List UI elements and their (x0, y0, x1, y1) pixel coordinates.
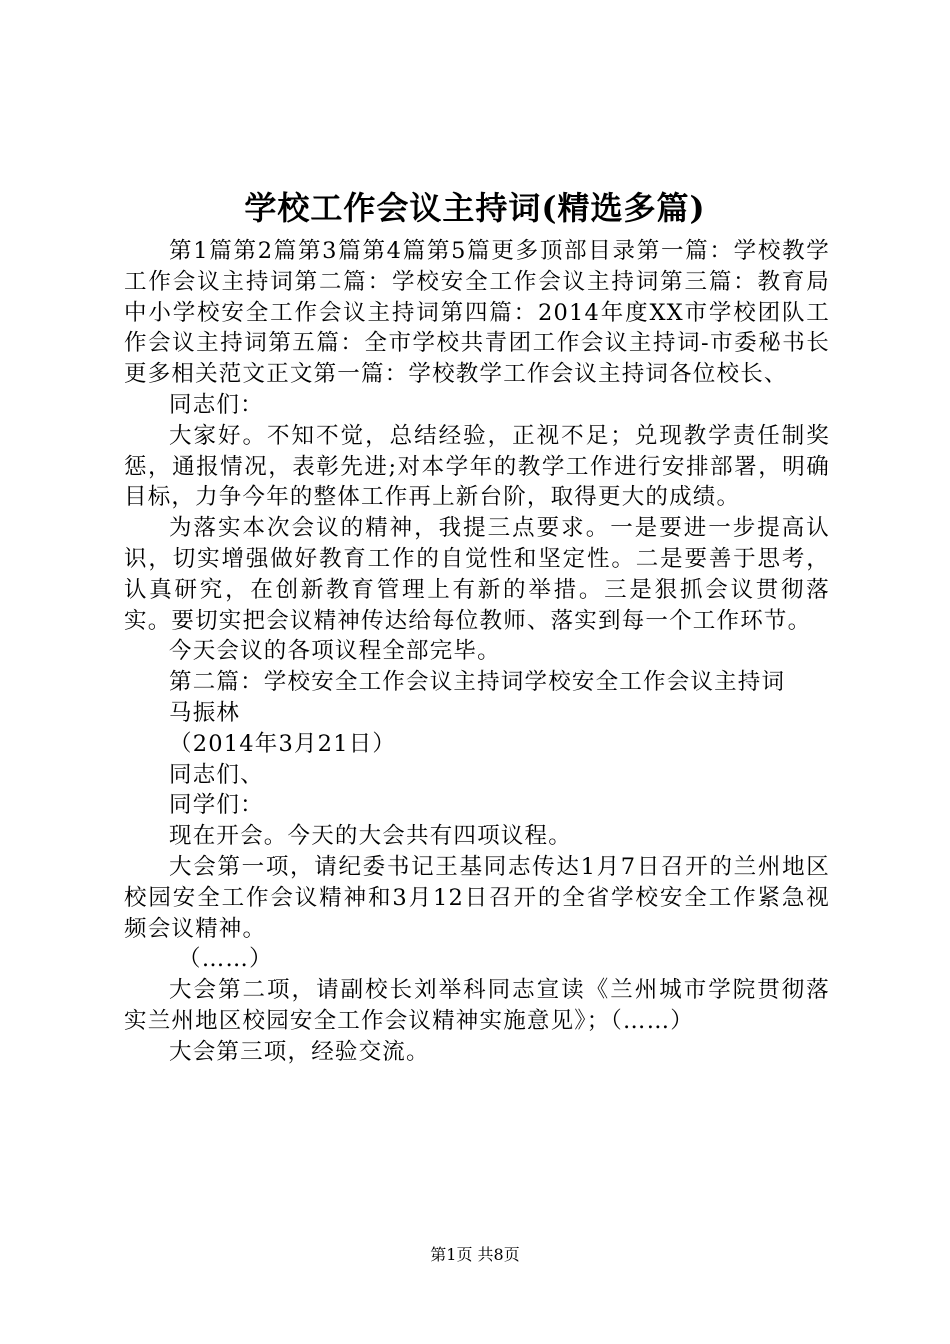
document-title: 学校工作会议主持词(精选多篇) (244, 189, 706, 227)
paragraph-requirements: 为落实本次会议的精神，我提三点要求。一是要进一步提高认识，切实增强做好教育工作的自觉性和坚定性。二是要善于思考，认真研究，在创新教育管理上有新的举措。三是狠抓会议贯彻落实。要切实把会议精神传达给每位教师、落实到每一个工作环节。 (124, 515, 830, 634)
paragraph-agenda-item-one: 大会第一项，请纪委书记王基同志传达1月7日召开的兰州地区校园安全工作会议精神和3月12日召开的全省学校安全工作紧急视频会议精神。 (124, 853, 830, 942)
paragraph-greeting: 大家好。不知不觉，总结经验，正视不足；兑现教学责任制奖惩，通报情况，表彰先进;对本学年的教学工作进行安排部署，明确目标，力争今年的整体工作再上新台阶，取得更大的成绩。 (124, 422, 830, 511)
paragraph-toc: 第1篇第2篇第3篇第4篇第5篇更多顶部目录第一篇：学校教学工作会议主持词第二篇：学校安全工作会议主持词第三篇：教育局中小学校安全工作会议主持词第四篇：2014年度XX市学校团队工作会议主持词第五篇：全市学校共青团工作会议主持词-市委秘书长更多相关范文正文第一篇：学校教学工作会议主持词各位校长、 (124, 238, 830, 388)
paragraph-salutation-students: 同学们： (169, 792, 264, 819)
paragraph-salutation-comrades: 同志们、 (169, 761, 264, 788)
page-footer: 第1页 共8页 (430, 1245, 520, 1264)
paragraph-section-two-heading: 第二篇：学校安全工作会议主持词学校安全工作会议主持词 (169, 669, 786, 696)
document-body (124, 236, 830, 1068)
paragraph-salutation: 同志们： (169, 391, 264, 418)
paragraph-opening: 现在开会。今天的大会共有四项议程。 (169, 823, 572, 850)
paragraph-closing: 今天会议的各项议程全部完毕。 (169, 638, 501, 665)
paragraph-agenda-item-two: 大会第二项，请副校长刘举科同志宣读《兰州城市学院贯彻落实兰州地区校园安全工作会议精神实施意见》；（……） (124, 977, 830, 1034)
paragraph-agenda-item-three: 大会第三项，经验交流。 (169, 1038, 430, 1065)
paragraph-date: （2014年3月21日） (169, 730, 397, 757)
paragraph-ellipsis: （……） (178, 946, 273, 973)
paragraph-author: 马振林 (169, 699, 241, 726)
